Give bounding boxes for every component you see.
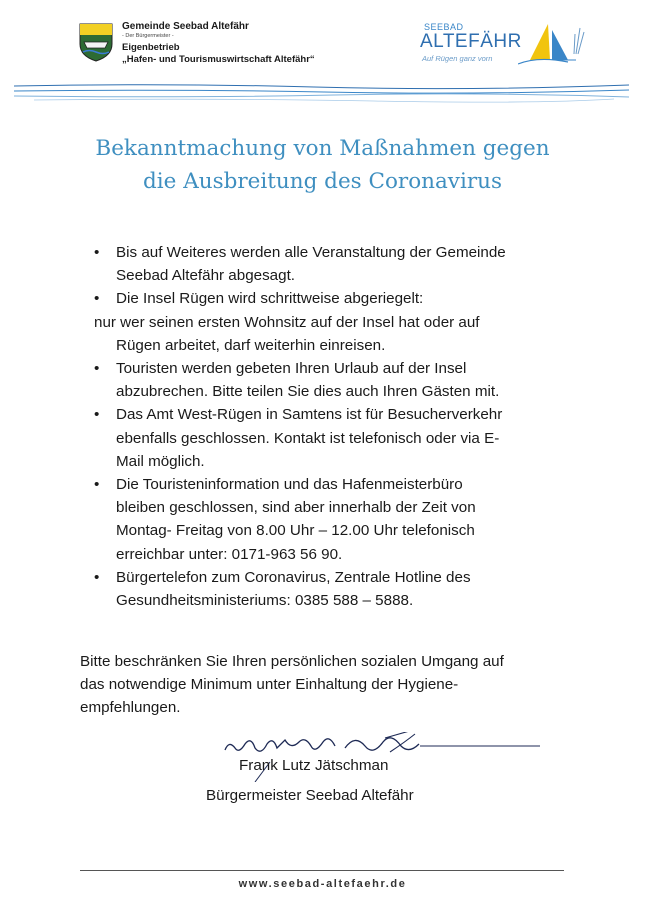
title-line-1: Bekanntmachung von Maßnahmen gegen — [95, 136, 550, 161]
sailboat-icon — [518, 20, 586, 68]
signer-name: Frank Lutz Jätschman — [239, 757, 389, 774]
list-item-line: erreichbar unter: 0171-963 56 90. — [116, 545, 343, 563]
list-item — [94, 403, 594, 473]
org-line-4: „Hafen- und Tourismuswirtschaft Altefähr“ — [122, 54, 315, 65]
closing-line: das notwendige Minimum unter Einhaltung der Hygiene- — [80, 676, 459, 694]
list-item — [94, 241, 594, 287]
closing-line: Bitte beschränken Sie Ihren persönlichen sozialen Umgang auf — [80, 653, 504, 670]
website-link[interactable]: www.seebad-altefaehr.de — [238, 878, 407, 890]
announcement-title — [0, 132, 645, 198]
header-wave-divider — [14, 80, 629, 104]
list-item-line: bleiben geschlossen, sind aber innerhalb der Zeit von — [116, 499, 476, 517]
list-item-line: • Das Amt West-Rügen in Samtens ist für Besucherverkehr — [116, 406, 503, 424]
list-item-line: Montag- Freitag von 8.00 Uhr – 12.00 Uhr telefonisch — [116, 522, 475, 540]
organization-block — [122, 22, 315, 65]
org-line-3: Eigenbetrieb — [122, 41, 180, 53]
measures-list — [94, 241, 594, 612]
list-item-line: ebenfalls geschlossen. Kontakt ist telefonisch oder via E- — [116, 429, 500, 447]
logo-big-text: ALTEFÄHR — [420, 31, 522, 52]
footer-divider — [80, 870, 564, 871]
list-item-line: • Die Touristeninformation und das Hafenmeisterbüro — [116, 476, 463, 494]
municipal-crest-icon — [78, 22, 114, 62]
letterhead — [0, 0, 645, 80]
list-item — [94, 287, 594, 357]
list-item-line: • Die Insel Rügen wird schrittweise abgeriegelt: — [116, 290, 424, 308]
logo-small-text: SEEBAD — [424, 22, 464, 32]
list-item-line: • Bürgertelefon zum Coronavirus, Zentrale Hotline des — [116, 568, 471, 586]
title-line-2: die Ausbreitung des Coronavirus — [143, 169, 502, 194]
closing-line: empfehlungen. — [80, 699, 181, 717]
list-item — [94, 473, 594, 566]
org-subtitle: - Der Bürgermeister - — [122, 33, 174, 39]
org-name: Gemeinde Seebad Altefähr — [122, 21, 249, 32]
list-item-line: • Bis auf Weiteres werden alle Veranstaltung der Gemeinde — [116, 244, 506, 261]
list-item-line: abzubrechen. Bitte teilen Sie dies auch Ihren Gästen mit. — [116, 383, 500, 401]
list-item-line: Rügen arbeitet, darf weiterhin einreisen. — [116, 336, 386, 354]
list-item-line: Seebad Altefähr abgesagt. — [116, 267, 296, 285]
signer-role: Bürgermeister Seebad Altefähr — [206, 787, 414, 804]
list-item-line: nur wer seinen ersten Wohnsitz auf der Insel hat oder auf — [94, 313, 480, 331]
list-item-line: • Touristen werden gebeten Ihren Urlaub auf der Insel — [116, 360, 467, 378]
closing-paragraph — [80, 650, 580, 720]
seebad-altefaehr-logo — [418, 20, 588, 68]
logo-tagline: Auf Rügen ganz vorn — [422, 54, 493, 63]
list-item — [94, 357, 594, 403]
list-item — [94, 566, 594, 612]
list-item-line: Gesundheitsministeriums: 0385 588 – 5888. — [116, 592, 414, 610]
list-item-line: Mail möglich. — [116, 452, 205, 470]
